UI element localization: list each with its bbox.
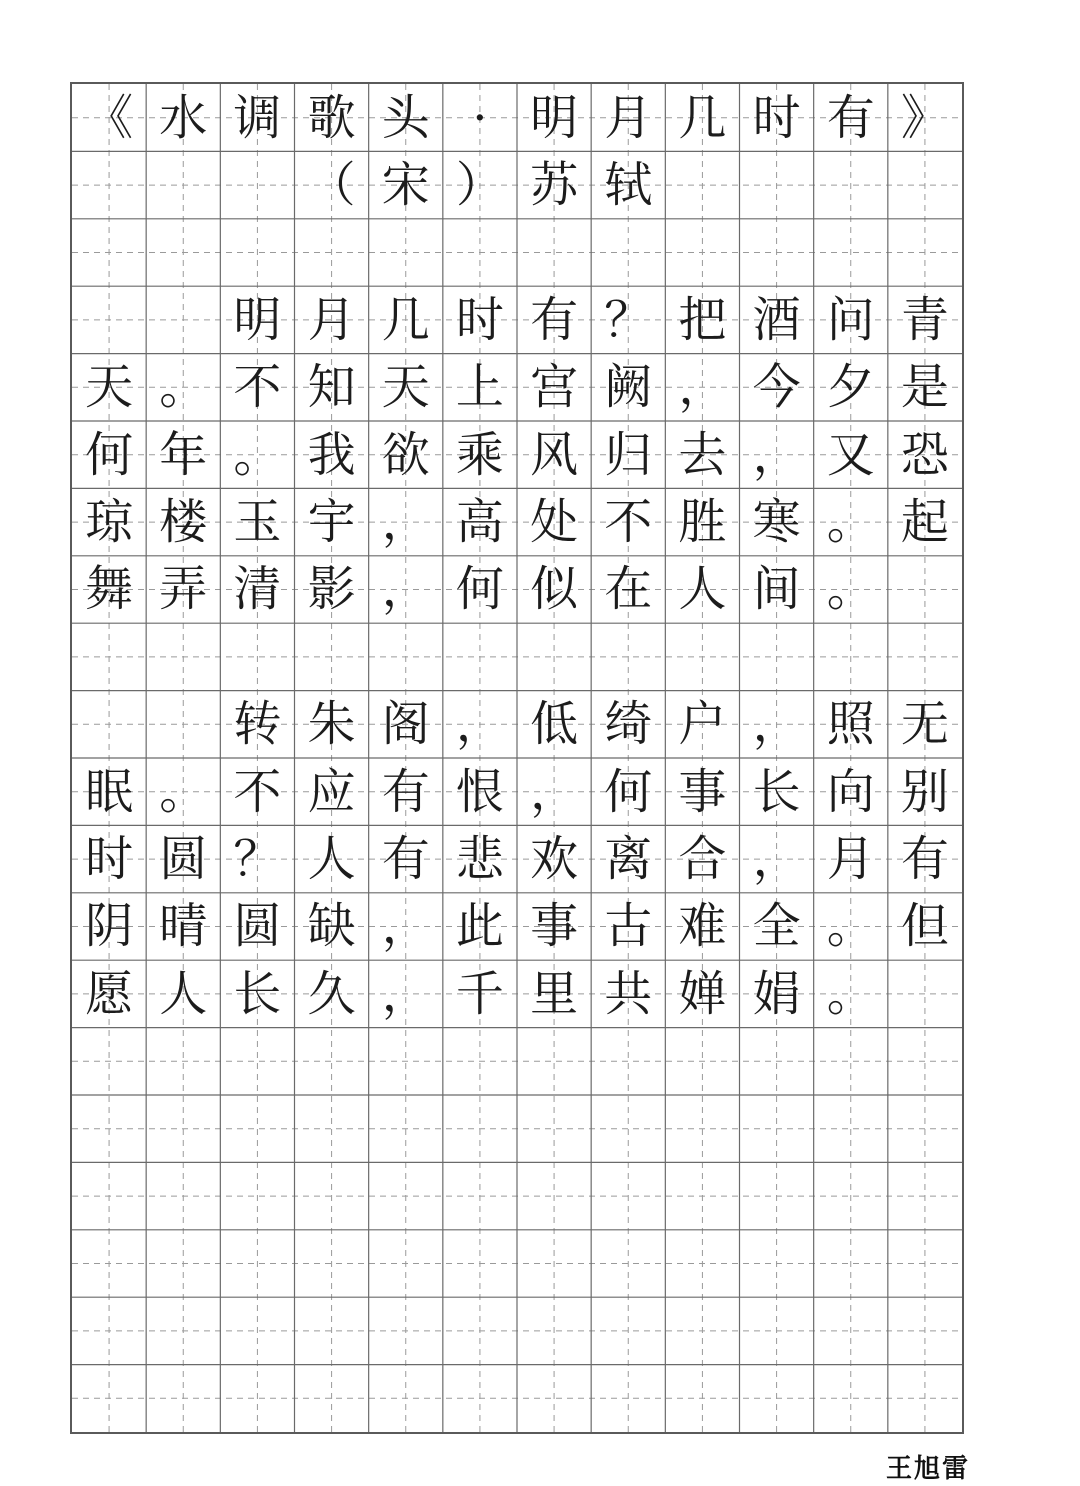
grid-char: 圆 bbox=[159, 831, 208, 888]
grid-char: 。 bbox=[826, 965, 875, 1022]
grid-char: 别 bbox=[900, 763, 949, 820]
grid-row bbox=[72, 1230, 962, 1297]
grid-char: 头 bbox=[381, 89, 430, 146]
grid-char: 今 bbox=[752, 359, 801, 416]
grid-char: 户 bbox=[678, 696, 727, 753]
grid-char: 上 bbox=[455, 359, 504, 416]
grid-char: 几 bbox=[381, 291, 430, 348]
grid-char: 。 bbox=[826, 494, 875, 551]
grid-char: 间 bbox=[752, 561, 801, 618]
grid-char: 阙 bbox=[604, 359, 653, 416]
signature: 王旭雷 bbox=[885, 1454, 970, 1484]
grid-char: 宫 bbox=[530, 359, 579, 416]
grid-char: 恨 bbox=[455, 763, 504, 820]
grid-char: 知 bbox=[307, 359, 356, 416]
grid-char: 晴 bbox=[159, 898, 208, 955]
grid-char: 共 bbox=[604, 965, 653, 1022]
grid-char: 转 bbox=[233, 696, 282, 753]
grid-char: 眠 bbox=[85, 763, 134, 820]
grid-char: 无 bbox=[900, 696, 949, 753]
grid-char: 明 bbox=[530, 89, 579, 146]
grid-char: 是 bbox=[900, 359, 949, 416]
grid-char: 不 bbox=[233, 359, 282, 416]
grid-char: 起 bbox=[900, 494, 949, 551]
grid-char: 《 bbox=[85, 89, 134, 146]
grid-row bbox=[72, 219, 962, 286]
grid-char: 人 bbox=[159, 965, 208, 1022]
grid-char: 把 bbox=[678, 291, 727, 348]
grid-char: ， bbox=[381, 965, 430, 1022]
grid-char: 悲 bbox=[455, 831, 504, 888]
grid-char: ， bbox=[455, 696, 504, 753]
grid-char: 何 bbox=[85, 426, 134, 483]
grid-char: 风 bbox=[530, 426, 579, 483]
grid-char: 缺 bbox=[307, 898, 356, 955]
grid-char: 在 bbox=[604, 561, 653, 618]
grid-char: 青 bbox=[900, 291, 949, 348]
grid-char: 时 bbox=[455, 291, 504, 348]
grid-char: 时 bbox=[85, 831, 134, 888]
grid-char: 胜 bbox=[678, 494, 727, 551]
grid-char: · bbox=[472, 89, 488, 146]
grid-char: 有 bbox=[900, 831, 949, 888]
grid-char: 向 bbox=[826, 763, 875, 820]
grid-char: 事 bbox=[530, 898, 579, 955]
grid-char: 几 bbox=[678, 89, 727, 146]
grid-char: 。 bbox=[159, 359, 208, 416]
grid-row bbox=[72, 1095, 962, 1162]
grid-char: 低 bbox=[530, 696, 579, 753]
grid-char: 影 bbox=[307, 561, 356, 618]
grid-char: 但 bbox=[900, 898, 949, 955]
grid-char: 苏 bbox=[530, 157, 579, 214]
grid-char: 处 bbox=[530, 494, 579, 551]
grid-char: 乘 bbox=[455, 426, 504, 483]
grid-char: ？ bbox=[233, 831, 282, 888]
grid-char: 阴 bbox=[85, 898, 134, 955]
grid-char: 。 bbox=[233, 426, 282, 483]
grid-char: 朱 bbox=[307, 696, 356, 753]
grid-char: 轼 bbox=[604, 157, 653, 214]
grid-char: 应 bbox=[307, 763, 356, 820]
grid-char: 何 bbox=[604, 763, 653, 820]
grid-char: 何 bbox=[455, 561, 504, 618]
grid-char: ， bbox=[752, 426, 801, 483]
grid-char: 高 bbox=[455, 494, 504, 551]
grid-char: 阁 bbox=[381, 696, 430, 753]
grid-row bbox=[72, 1297, 962, 1364]
grid-sheet bbox=[70, 82, 964, 1434]
grid-char: 水 bbox=[159, 89, 208, 146]
grid-char: 欲 bbox=[381, 426, 430, 483]
grid-char: 圆 bbox=[233, 898, 282, 955]
grid-char: 舞 bbox=[85, 561, 134, 618]
grid-row bbox=[72, 1162, 962, 1229]
grid-char: 不 bbox=[604, 494, 653, 551]
grid-char: 绮 bbox=[604, 696, 653, 753]
grid-char: 婵 bbox=[678, 965, 727, 1022]
grid-char: 酒 bbox=[752, 291, 801, 348]
grid-char: 有 bbox=[381, 831, 430, 888]
grid-char: 里 bbox=[530, 965, 579, 1022]
grid-char: 有 bbox=[826, 89, 875, 146]
grid-char: 玉 bbox=[233, 494, 282, 551]
grid-char: 。 bbox=[159, 763, 208, 820]
grid-char: ？ bbox=[604, 291, 653, 348]
grid-char: 事 bbox=[678, 763, 727, 820]
grid-char: （ bbox=[307, 157, 356, 214]
grid-char: 照 bbox=[826, 696, 875, 753]
grid-row bbox=[72, 623, 962, 690]
grid-char: 长 bbox=[752, 763, 801, 820]
grid-char: 清 bbox=[233, 561, 282, 618]
grid-char: 归 bbox=[604, 426, 653, 483]
grid-char: ） bbox=[455, 157, 504, 214]
grid-char: 长 bbox=[233, 965, 282, 1022]
grid-char: 寒 bbox=[752, 494, 801, 551]
grid-char: 又 bbox=[826, 426, 875, 483]
grid-char: 娟 bbox=[752, 965, 801, 1022]
grid-char: 去 bbox=[678, 426, 727, 483]
grid-char: 有 bbox=[381, 763, 430, 820]
grid-char: 人 bbox=[307, 831, 356, 888]
grid-char: 宇 bbox=[307, 494, 356, 551]
grid-char: 全 bbox=[752, 898, 801, 955]
grid-char: 问 bbox=[826, 291, 875, 348]
grid-char: 恐 bbox=[900, 426, 949, 483]
grid-char: 久 bbox=[307, 965, 356, 1022]
grid-char: 明 bbox=[233, 291, 282, 348]
grid-char: 离 bbox=[604, 831, 653, 888]
grid-char: 愿 bbox=[85, 965, 134, 1022]
grid-char: 调 bbox=[233, 89, 282, 146]
grid-char: 。 bbox=[826, 898, 875, 955]
grid-char: 似 bbox=[530, 561, 579, 618]
grid-char: 月 bbox=[826, 831, 875, 888]
grid-char: ， bbox=[752, 696, 801, 753]
grid-char: 我 bbox=[307, 426, 356, 483]
grid-char: 夕 bbox=[826, 359, 875, 416]
grid-char: 此 bbox=[455, 898, 504, 955]
grid-char: 人 bbox=[678, 561, 727, 618]
grid-char: 天 bbox=[381, 359, 430, 416]
grid-char: ， bbox=[381, 494, 430, 551]
grid-char: 楼 bbox=[159, 494, 208, 551]
grid-char: 天 bbox=[85, 359, 134, 416]
grid-char: ， bbox=[752, 831, 801, 888]
grid-char: ， bbox=[678, 359, 727, 416]
grid-char: 月 bbox=[604, 89, 653, 146]
grid-char: 不 bbox=[233, 763, 282, 820]
grid-char: 千 bbox=[455, 965, 504, 1022]
grid-char: 宋 bbox=[381, 157, 430, 214]
grid-char: 难 bbox=[678, 898, 727, 955]
grid-char: 弄 bbox=[159, 561, 208, 618]
grid-char: 》 bbox=[900, 89, 949, 146]
grid-char: 古 bbox=[604, 898, 653, 955]
grid-char: ， bbox=[381, 898, 430, 955]
grid-row bbox=[72, 1365, 962, 1432]
grid-char: 琼 bbox=[85, 494, 134, 551]
grid-char: 合 bbox=[678, 831, 727, 888]
grid-char: ， bbox=[381, 561, 430, 618]
grid-char: 欢 bbox=[530, 831, 579, 888]
grid-char: 歌 bbox=[307, 89, 356, 146]
grid-char: ， bbox=[530, 763, 579, 820]
grid-char: 年 bbox=[159, 426, 208, 483]
grid-char: 有 bbox=[530, 291, 579, 348]
grid-char: 时 bbox=[752, 89, 801, 146]
grid-char: 月 bbox=[307, 291, 356, 348]
grid-char: 。 bbox=[826, 561, 875, 618]
grid-row bbox=[72, 1028, 962, 1095]
